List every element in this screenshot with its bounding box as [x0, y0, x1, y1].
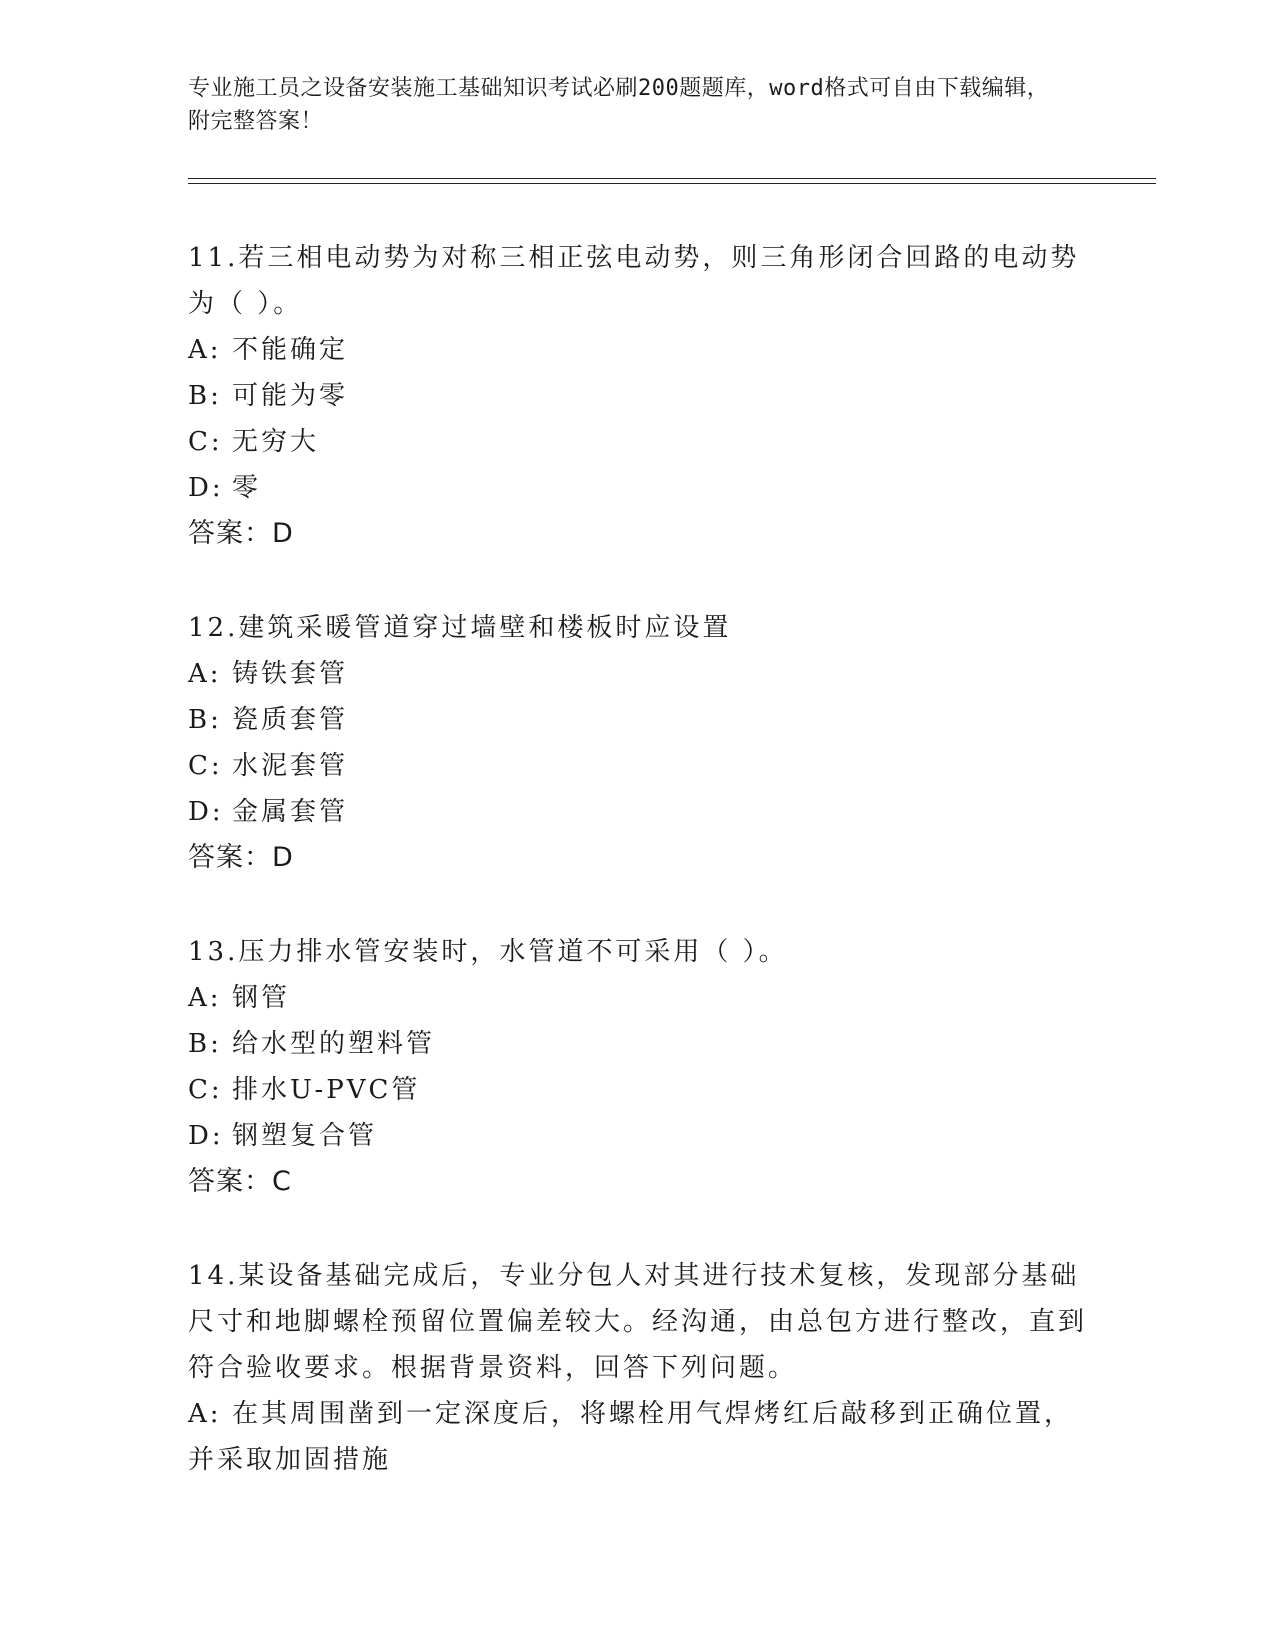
- option-text: 金属套管: [232, 797, 349, 827]
- question-12: [188, 605, 1088, 881]
- option-text: 钢塑复合管: [232, 1121, 378, 1151]
- question-body: 建筑采暖管道穿过墙壁和楼板时应设置: [238, 613, 732, 643]
- question-text: [188, 929, 1088, 975]
- option-text: 铸铁套管: [232, 659, 349, 689]
- question-number: 13.: [188, 937, 239, 967]
- header-divider-bottom: [188, 183, 1156, 184]
- answer-line: 答案：D: [188, 518, 294, 549]
- answer-line: 答案：D: [188, 842, 294, 873]
- option-text: 水泥套管: [232, 751, 349, 781]
- question-11: [188, 235, 1088, 557]
- option-b: [188, 373, 1088, 419]
- option-text: 排水U-PVC管: [232, 1075, 421, 1105]
- option-letter: A:: [188, 983, 222, 1013]
- question-body: 某设备基础完成后，专业分包人对其进行技术复核，发现部分基础尺寸和地脚螺栓预留位置偏差较大。经沟通，由总包方进行整改，直到符合验收要求。根据背景资料，回答下列问题。: [188, 1261, 1088, 1383]
- question-14: [188, 1253, 1088, 1483]
- question-number: 14.: [188, 1261, 239, 1291]
- option-text: 不能确定: [232, 335, 349, 365]
- question-13: [188, 929, 1088, 1205]
- option-letter: B:: [188, 705, 222, 735]
- question-number: 12.: [188, 613, 239, 643]
- option-letter: D:: [188, 473, 224, 503]
- question-body: 压力排水管安装时，水管道不可采用（ ）。: [238, 937, 788, 967]
- option-d: [188, 465, 1088, 511]
- question-list: [188, 235, 1088, 1531]
- question-text: [188, 1253, 1088, 1391]
- question-body: 若三相电动势为对称三相正弦电动势，则三角形闭合回路的电动势为（ ）。: [188, 243, 1080, 319]
- option-text: 钢管: [232, 983, 291, 1013]
- option-c: [188, 1067, 1088, 1113]
- option-letter: A:: [188, 1399, 222, 1429]
- option-text: 无穷大: [232, 427, 320, 457]
- option-a: [188, 1391, 1088, 1483]
- option-text: 零: [232, 473, 262, 503]
- option-a: [188, 975, 1088, 1021]
- option-b: [188, 697, 1088, 743]
- option-d: [188, 789, 1088, 835]
- option-letter: C:: [188, 427, 223, 457]
- document-header: 专业施工员之设备安装施工基础知识考试必刷200题题库，word格式可自由下载编辑，附完整答案！: [188, 76, 1050, 134]
- answer-line: 答案：C: [188, 1166, 292, 1197]
- option-a: [188, 327, 1088, 373]
- question-number: 11.: [188, 243, 239, 273]
- option-letter: D:: [188, 1121, 224, 1151]
- option-letter: A:: [188, 335, 222, 365]
- option-text: 在其周围凿到一定深度后，将螺栓用气焊烤红后敲移到正确位置，并采取加固措施: [188, 1399, 1074, 1475]
- option-a: [188, 651, 1088, 697]
- header-divider-top: [188, 178, 1156, 179]
- option-b: [188, 1021, 1088, 1067]
- option-letter: A:: [188, 659, 222, 689]
- option-d: [188, 1113, 1088, 1159]
- option-letter: B:: [188, 1029, 222, 1059]
- question-text: [188, 605, 1088, 651]
- option-letter: C:: [188, 1075, 223, 1105]
- option-c: [188, 743, 1088, 789]
- option-letter: B:: [188, 381, 222, 411]
- option-c: [188, 419, 1088, 465]
- question-text: [188, 235, 1088, 327]
- option-text: 可能为零: [232, 381, 349, 411]
- option-text: 瓷质套管: [232, 705, 349, 735]
- option-letter: C:: [188, 751, 223, 781]
- option-text: 给水型的塑料管: [232, 1029, 436, 1059]
- option-letter: D:: [188, 797, 224, 827]
